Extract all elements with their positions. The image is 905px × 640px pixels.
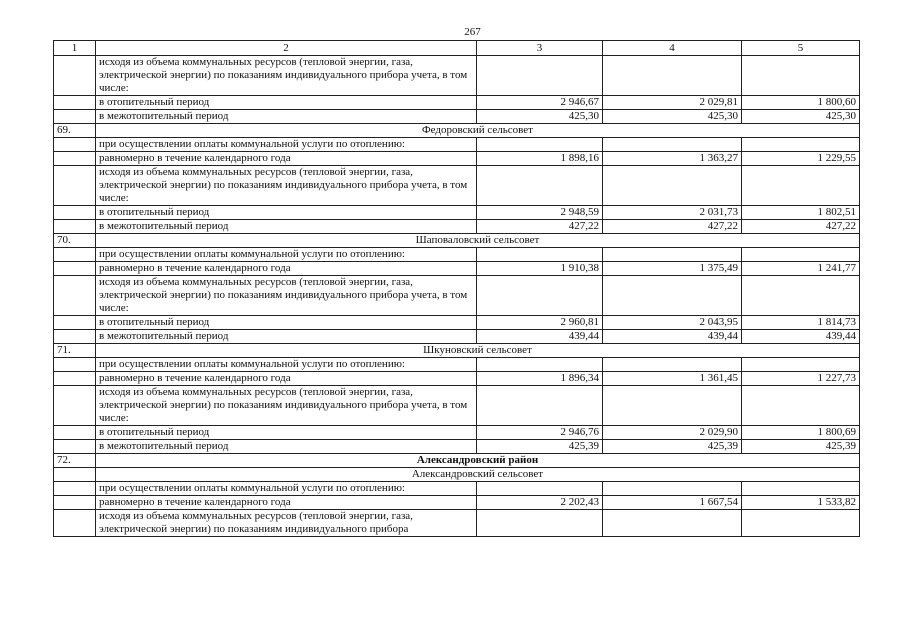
row-number: [54, 110, 96, 124]
value-col-5: 1 814,73: [742, 316, 860, 330]
row-number: [54, 248, 96, 262]
value-col-3: 427,22: [477, 220, 603, 234]
table-row: [54, 372, 860, 386]
column-header: 3: [477, 41, 603, 56]
value-col-4: [603, 510, 742, 537]
value-col-4: 1 363,27: [603, 152, 742, 166]
table-row: [54, 96, 860, 110]
section-title: Александровский район: [96, 454, 860, 468]
value-col-5: [742, 510, 860, 537]
table-row: [54, 166, 860, 206]
column-header: 4: [603, 41, 742, 56]
table-row: [54, 510, 860, 537]
row-description: при осуществлении оплаты коммунальной услуги по отоплению:: [96, 358, 477, 372]
value-col-3: 1 898,16: [477, 152, 603, 166]
row-number: [54, 220, 96, 234]
value-col-3: [477, 358, 603, 372]
row-description: исходя из объема коммунальных ресурсов (тепловой энергии, газа, электрической энергии) по показаниям индивидуального прибора учета, в том числе:: [96, 166, 477, 206]
section-title: Шкуновский сельсовет: [96, 344, 860, 358]
row-number: [54, 316, 96, 330]
value-col-5: [742, 482, 860, 496]
value-col-3: 2 960,81: [477, 316, 603, 330]
row-description: в межотопительный период: [96, 110, 477, 124]
value-col-5: 425,39: [742, 440, 860, 454]
table-row: [54, 220, 860, 234]
table-row: [54, 276, 860, 316]
table-row: [54, 330, 860, 344]
row-description: в межотопительный период: [96, 220, 477, 234]
row-number: [54, 330, 96, 344]
value-col-3: 439,44: [477, 330, 603, 344]
value-col-5: [742, 248, 860, 262]
row-number: [54, 276, 96, 316]
table-row: [54, 316, 860, 330]
value-col-4: 439,44: [603, 330, 742, 344]
row-description: в отопительный период: [96, 316, 477, 330]
value-col-4: [603, 56, 742, 96]
table-row: [54, 262, 860, 276]
section-title-row: [54, 344, 860, 358]
row-number: [54, 152, 96, 166]
table-row: [54, 426, 860, 440]
row-description: при осуществлении оплаты коммунальной услуги по отоплению:: [96, 138, 477, 152]
row-number: [54, 262, 96, 276]
row-number: 69.: [54, 124, 96, 138]
row-number: [54, 138, 96, 152]
row-number: [54, 96, 96, 110]
value-col-4: 1 375,49: [603, 262, 742, 276]
value-col-5: 1 533,82: [742, 496, 860, 510]
value-col-5: [742, 138, 860, 152]
row-description: исходя из объема коммунальных ресурсов (тепловой энергии, газа, электрической энергии) по показаниям индивидуального прибора учета, в том числе:: [96, 386, 477, 426]
value-col-4: 425,30: [603, 110, 742, 124]
column-header: 5: [742, 41, 860, 56]
row-description: равномерно в течение календарного года: [96, 496, 477, 510]
value-col-4: [603, 482, 742, 496]
section-title-row: [54, 468, 860, 482]
value-col-5: [742, 166, 860, 206]
value-col-5: [742, 56, 860, 96]
row-number: [54, 482, 96, 496]
section-title: Шаповаловский сельсовет: [96, 234, 860, 248]
row-number: [54, 468, 96, 482]
row-description: в отопительный период: [96, 206, 477, 220]
value-col-3: [477, 166, 603, 206]
section-title: Федоровский сельсовет: [96, 124, 860, 138]
row-description: исходя из объема коммунальных ресурсов (тепловой энергии, газа, электрической энергии) по показаниям индивидуального прибора учета, в том числе:: [96, 56, 477, 96]
value-col-4: 2 043,95: [603, 316, 742, 330]
value-col-3: 425,39: [477, 440, 603, 454]
column-header: 1: [54, 41, 96, 56]
value-col-4: 2 031,73: [603, 206, 742, 220]
value-col-3: [477, 482, 603, 496]
value-col-4: 2 029,81: [603, 96, 742, 110]
value-col-3: [477, 248, 603, 262]
value-col-5: 425,30: [742, 110, 860, 124]
value-col-5: [742, 358, 860, 372]
value-col-4: 427,22: [603, 220, 742, 234]
table-row: [54, 110, 860, 124]
value-col-5: 427,22: [742, 220, 860, 234]
row-description: исходя из объема коммунальных ресурсов (тепловой энергии, газа, электрической энергии) по показаниям индивидуального прибора учета, в том числе:: [96, 276, 477, 316]
value-col-4: [603, 358, 742, 372]
section-title-row: [54, 454, 860, 468]
table-row: [54, 482, 860, 496]
row-description: в межотопительный период: [96, 440, 477, 454]
column-header-row: [54, 41, 860, 56]
section-title-row: [54, 234, 860, 248]
value-col-3: [477, 386, 603, 426]
table-row: [54, 248, 860, 262]
value-col-4: [603, 166, 742, 206]
value-col-3: [477, 56, 603, 96]
value-col-3: 2 946,67: [477, 96, 603, 110]
row-number: [54, 386, 96, 426]
row-description: равномерно в течение календарного года: [96, 152, 477, 166]
row-description: при осуществлении оплаты коммунальной услуги по отоплению:: [96, 482, 477, 496]
value-col-5: [742, 276, 860, 316]
value-col-3: 2 946,76: [477, 426, 603, 440]
row-number: [54, 358, 96, 372]
row-number: [54, 440, 96, 454]
row-number: [54, 496, 96, 510]
value-col-5: 1 802,51: [742, 206, 860, 220]
value-col-3: 2 202,43: [477, 496, 603, 510]
value-col-5: 1 800,60: [742, 96, 860, 110]
row-description: в отопительный период: [96, 96, 477, 110]
table-row: [54, 56, 860, 96]
value-col-5: 1 241,77: [742, 262, 860, 276]
table-row: [54, 440, 860, 454]
table-row: [54, 496, 860, 510]
table-row: [54, 138, 860, 152]
value-col-4: 425,39: [603, 440, 742, 454]
value-col-4: [603, 248, 742, 262]
row-description: равномерно в течение календарного года: [96, 372, 477, 386]
row-number: 70.: [54, 234, 96, 248]
table-row: [54, 152, 860, 166]
section-title-row: [54, 124, 860, 138]
value-col-3: [477, 138, 603, 152]
value-col-5: 439,44: [742, 330, 860, 344]
value-col-4: 1 361,45: [603, 372, 742, 386]
row-description: в отопительный период: [96, 426, 477, 440]
row-number: 71.: [54, 344, 96, 358]
value-col-4: [603, 138, 742, 152]
row-description: равномерно в течение календарного года: [96, 262, 477, 276]
value-col-3: 1 896,34: [477, 372, 603, 386]
row-number: 72.: [54, 454, 96, 468]
value-col-4: [603, 386, 742, 426]
row-description: при осуществлении оплаты коммунальной услуги по отоплению:: [96, 248, 477, 262]
row-description: исходя из объема коммунальных ресурсов (тепловой энергии, газа, электрической энергии) по показаниям индивидуального прибора: [96, 510, 477, 537]
row-number: [54, 372, 96, 386]
section-title: Александровский сельсовет: [96, 468, 860, 482]
column-header: 2: [96, 41, 477, 56]
value-col-5: [742, 386, 860, 426]
value-col-4: 1 667,54: [603, 496, 742, 510]
table-row: [54, 358, 860, 372]
value-col-3: [477, 276, 603, 316]
value-col-3: 2 948,59: [477, 206, 603, 220]
table-row: [54, 206, 860, 220]
table-row: [54, 386, 860, 426]
row-number: [54, 56, 96, 96]
value-col-5: 1 229,55: [742, 152, 860, 166]
row-description: в межотопительный период: [96, 330, 477, 344]
tariff-table: [53, 40, 860, 537]
value-col-4: [603, 276, 742, 316]
value-col-5: 1 227,73: [742, 372, 860, 386]
value-col-3: 425,30: [477, 110, 603, 124]
value-col-5: 1 800,69: [742, 426, 860, 440]
row-number: [54, 510, 96, 537]
value-col-3: 1 910,38: [477, 262, 603, 276]
page-number: 267: [464, 26, 481, 38]
row-number: [54, 166, 96, 206]
row-number: [54, 206, 96, 220]
value-col-3: [477, 510, 603, 537]
value-col-4: 2 029,90: [603, 426, 742, 440]
row-number: [54, 426, 96, 440]
